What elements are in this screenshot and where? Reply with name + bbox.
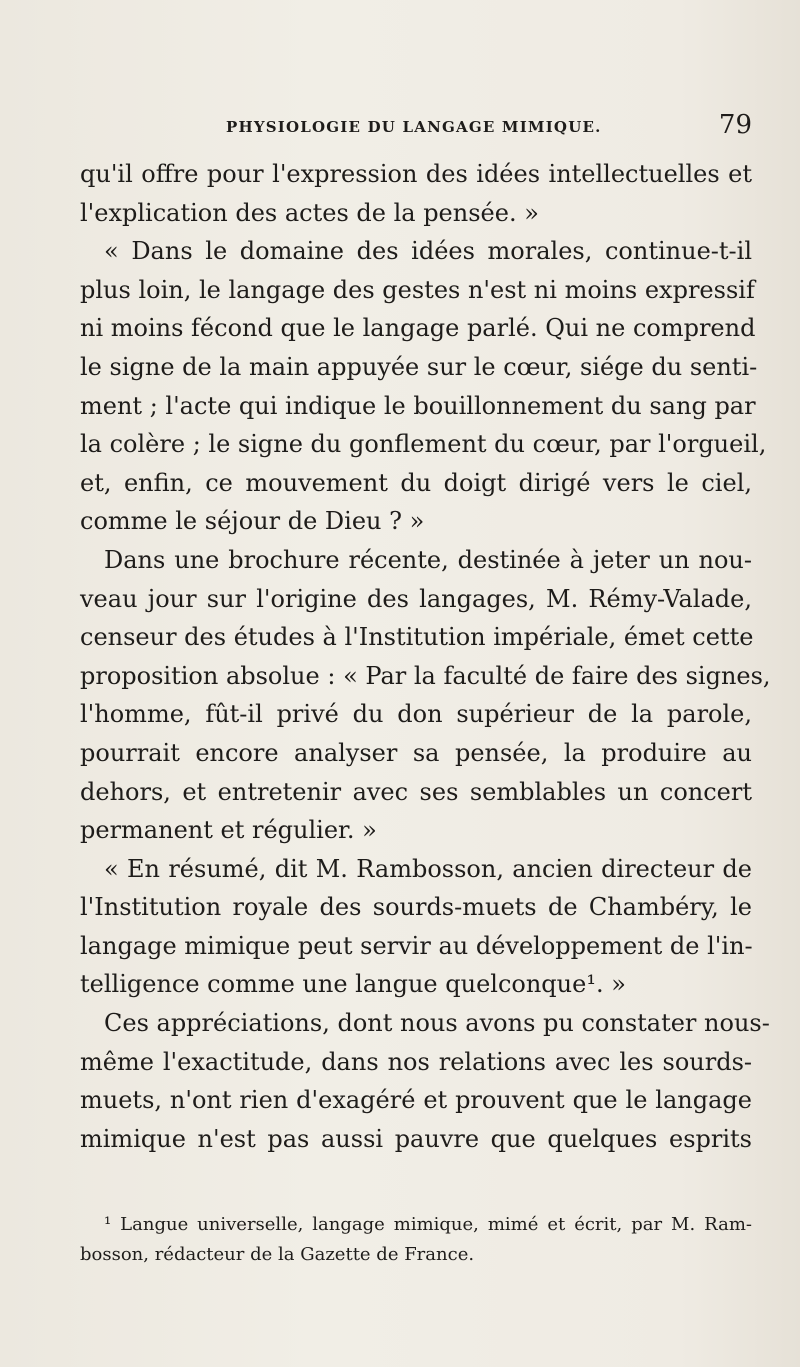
text-line: ment ; l'acte qui indique le bouillonnement du sang par [80, 391, 756, 420]
text-line: telligence comme une langue quelconque¹. » [80, 970, 626, 999]
text-line: veau jour sur l'origine des langages, M. Rémy-Valade, [80, 584, 752, 613]
body-text [80, 155, 771, 1158]
footnotes [80, 1210, 752, 1270]
text-line: langage mimique peut servir au développement de l'in- [80, 931, 753, 960]
text-line: comme le séjour de Dieu ? » [80, 507, 425, 536]
text-line: dehors, et entretenir avec ses semblables un concert [80, 777, 752, 806]
text-line: même l'exactitude, dans nos relations avec les sourds- [80, 1047, 752, 1076]
text-line: proposition absolue : « Par la faculté de faire des signes, [80, 661, 771, 690]
text-line: plus loin, le langage des gestes n'est ni moins expressif [80, 275, 755, 304]
text-line: et, enfin, ce mouvement du doigt dirigé vers le ciel, [80, 468, 752, 497]
text-line: ni moins fécond que le langage parlé. Qui ne comprend [80, 314, 756, 343]
text-line: pourrait encore analyser sa pensée, la produire au [80, 738, 752, 767]
page-number: 79 [718, 110, 752, 140]
text-line: censeur des études à l'Institution impériale, émet cette [80, 623, 754, 652]
text-line: muets, n'ont rien d'exagéré et prouvent que le langage [80, 1086, 752, 1115]
running-head: PHYSIOLOGIE DU LANGAGE MIMIQUE. [226, 118, 602, 136]
text-line: l'explication des actes de la pensée. » [80, 198, 539, 227]
text-line: mimique n'est pas aussi pauvre que quelques esprits [80, 1124, 752, 1153]
text-line: l'Institution royale des sourds-muets de Chambéry, le [80, 893, 752, 922]
footnote-line: ¹ Langue universelle, langage mimique, mimé et écrit, par M. Ram- [104, 1214, 752, 1235]
footnote-line: bosson, rédacteur de la Gazette de France. [80, 1244, 475, 1265]
text-line: qu'il offre pour l'expression des idées intellectuelles et [80, 160, 752, 188]
text-line: l'homme, fût-il privé du don supérieur de la parole, [80, 700, 752, 729]
text-line: « En résumé, dit M. Rambosson, ancien directeur de [104, 854, 752, 883]
text-line: Ces appréciations, dont nous avons pu constater nous- [104, 1009, 770, 1038]
text-line: « Dans le domaine des idées morales, continue-t-il [104, 237, 752, 266]
text-line: la colère ; le signe du gonflement du cœur, par l'orgueil, [80, 430, 767, 459]
text-line: le signe de la main appuyée sur le cœur, siége du senti- [80, 352, 758, 381]
text-line: permanent et régulier. » [80, 816, 377, 845]
page-header [226, 112, 752, 146]
text-line: Dans une brochure récente, destinée à jeter un nou- [104, 545, 752, 574]
